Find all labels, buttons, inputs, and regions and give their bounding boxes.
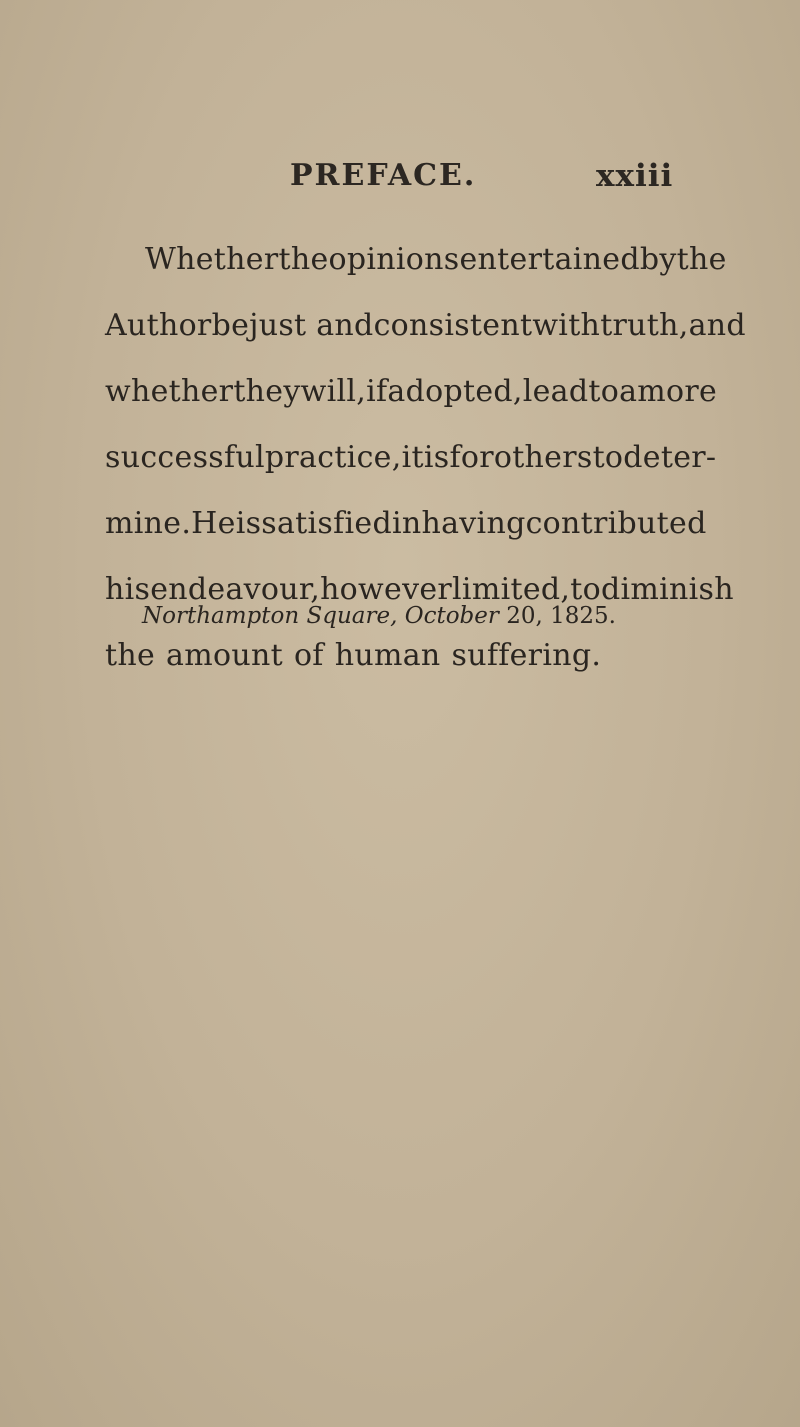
word: to (592, 440, 624, 475)
running-title: PREFACE. (290, 158, 477, 193)
preface-paragraph (105, 242, 746, 704)
signature-date: 20, 1825. (506, 603, 616, 629)
word: with (532, 308, 601, 343)
word: endeavour, (150, 572, 321, 607)
word: lead (522, 374, 589, 409)
word: however (320, 572, 453, 607)
word: satisfied (261, 506, 392, 541)
word: to (570, 572, 601, 607)
word: Whether (145, 242, 279, 277)
word: more (637, 374, 718, 409)
word: by (639, 242, 677, 277)
word: human (334, 638, 441, 673)
word: entertained (459, 242, 640, 277)
text-line (105, 308, 746, 374)
word: diminish (600, 572, 734, 607)
word: is (235, 506, 262, 541)
text-line (105, 440, 717, 506)
word: opinions (328, 242, 460, 277)
word: He (191, 506, 236, 541)
word: amount (166, 638, 283, 673)
running-head (0, 158, 800, 198)
word: truth, (600, 308, 689, 343)
page-number: xxiii (596, 158, 674, 194)
word: the (676, 242, 727, 277)
word: is (423, 440, 450, 475)
word: the (105, 638, 156, 673)
word: a (619, 374, 638, 409)
text-line (105, 638, 680, 704)
word: of (293, 638, 324, 673)
word: practice, (264, 440, 402, 475)
text-line (105, 242, 727, 308)
word: his (105, 572, 151, 607)
word: successful (105, 440, 265, 475)
word: will, (300, 374, 367, 409)
word: it (401, 440, 424, 475)
word: deter- (623, 440, 717, 475)
word: limited, (452, 572, 571, 607)
word: in (391, 506, 422, 541)
word: others (493, 440, 593, 475)
word: to (588, 374, 620, 409)
word: Author (105, 308, 212, 343)
word: if (366, 374, 388, 409)
word: contributed (525, 506, 707, 541)
word: adopted, (387, 374, 523, 409)
signature-line (142, 603, 616, 629)
word: just and (249, 308, 374, 343)
word: the (278, 242, 329, 277)
word: suffering. (451, 638, 602, 673)
word: consistent (373, 308, 533, 343)
signature-month: October (404, 603, 499, 629)
word: they (233, 374, 301, 409)
word: and (688, 308, 746, 343)
word: for (449, 440, 494, 475)
word: mine. (105, 506, 192, 541)
word: be (211, 308, 250, 343)
word: whether (105, 374, 234, 409)
word: having (421, 506, 526, 541)
text-line (105, 506, 707, 572)
signature-place: Northampton Square, (142, 603, 398, 629)
text-line (105, 374, 718, 440)
